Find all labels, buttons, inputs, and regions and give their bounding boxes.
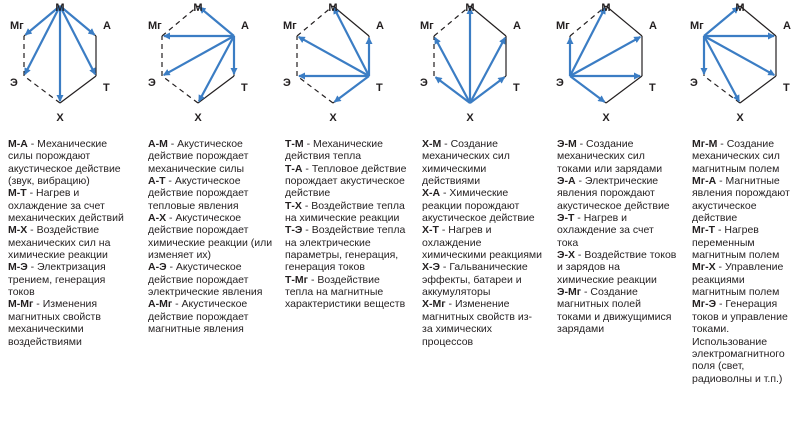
vertex-label-x: Х xyxy=(329,112,337,124)
vertex-label-mg: Мг xyxy=(10,20,24,32)
effect-entry xyxy=(148,212,274,261)
hex-edge-x-e xyxy=(162,76,198,103)
effect-description: - Электрические явления порождают акустическое действие xyxy=(557,175,670,212)
effect-description: - Акустическое действие порождает механические силы xyxy=(148,138,249,175)
vertex-label-t: Т xyxy=(376,82,383,94)
effect-entry xyxy=(285,224,407,273)
effect-code: Т-Э xyxy=(285,224,303,237)
effect-description: - Генерация токов и управление токами. xyxy=(692,298,788,336)
hex-edge-x-e xyxy=(24,76,60,103)
effect-entry xyxy=(148,298,274,335)
vertex-label-x: Х xyxy=(602,112,610,124)
effect-entry xyxy=(557,286,677,335)
effect-description: - Создание магнитных полей токами и движущимися зарядами xyxy=(557,286,672,336)
effect-description: - Создание механических сил химическими действиями xyxy=(422,138,510,188)
effect-code: Т-А xyxy=(285,162,303,175)
effect-entry xyxy=(422,298,542,347)
effect-description: - Акустическое действие порождает тепловые явления xyxy=(148,175,249,212)
effect-code: М-Х xyxy=(8,224,28,237)
effect-description: - Механические действия тепла xyxy=(285,138,383,163)
vertex-label-t: Т xyxy=(241,82,248,94)
arrow-t-to-x xyxy=(335,76,369,102)
effect-description: - Изменение магнитных свойств из-за химических процессов xyxy=(422,298,533,348)
effect-description: Использование электромагнитного поля (свет, радиоволны и т.п.) xyxy=(692,335,785,385)
effect-description: - Акустическое действие порождает химические реакции (или изменяет их) xyxy=(148,212,273,262)
vertex-label-m: М xyxy=(601,2,611,14)
effect-code: А-Х xyxy=(148,212,167,225)
effect-entry xyxy=(692,336,800,385)
effect-code: Мг-Т xyxy=(692,224,716,237)
effect-description: - Химические реакции порождают акустическое действие xyxy=(422,187,535,225)
effect-entry xyxy=(692,138,800,175)
effect-code: М-Мг xyxy=(8,298,34,311)
effect-code: М-Т xyxy=(8,187,27,200)
effect-description: - Акустическое действие порождает электрические явления xyxy=(148,261,263,299)
arrow-x-to-mg xyxy=(435,38,470,103)
effect-description: - Воздействие тепла на электрические параметры, генерация, генерация токов xyxy=(285,224,406,274)
effect-entry xyxy=(557,175,677,212)
vertex-label-mg: Мг xyxy=(556,20,570,32)
column-chemical xyxy=(422,138,542,348)
vertex-label-mg: Мг xyxy=(148,20,162,32)
effect-description: - Нагрев переменным магнитным полем xyxy=(692,224,780,262)
vertex-label-x: Х xyxy=(466,112,474,124)
vertex-label-a: А xyxy=(649,20,657,32)
effect-description: - Воздействие токов и зарядов на химические реакции xyxy=(557,249,677,286)
hex-edge-t-x xyxy=(198,76,234,103)
column-electric xyxy=(557,138,677,336)
effect-code: Т-Х xyxy=(285,199,302,212)
hex-edge-x-e xyxy=(297,76,333,103)
vertex-label-e: Э xyxy=(420,77,428,89)
vertex-label-mg: Мг xyxy=(283,20,297,32)
effect-entry xyxy=(692,224,800,261)
effect-entry xyxy=(148,175,274,212)
hex-edge-m-a xyxy=(740,6,776,36)
effect-entry xyxy=(148,261,274,298)
vertex-label-m: М xyxy=(735,2,745,14)
effect-description: - Воздействие тепла на магнитные характеристики веществ xyxy=(285,273,406,311)
effect-description: - Нагрев и охлаждение за счет механических действий xyxy=(8,187,124,225)
effect-description: - Нагрев и охлаждение за счет тока xyxy=(557,212,654,249)
vertex-label-t: Т xyxy=(103,82,110,94)
vertex-label-a: А xyxy=(513,20,521,32)
effect-entry xyxy=(557,249,677,286)
vertex-label-e: Э xyxy=(148,77,156,89)
diagram-m xyxy=(0,0,120,125)
effect-code: А-М xyxy=(148,138,168,150)
effect-code: Э-Мг xyxy=(557,286,582,299)
effect-description: - Магнитные явления порождают акустическое действие xyxy=(692,175,790,225)
vertex-label-t: Т xyxy=(513,82,520,94)
arrow-m-to-t xyxy=(60,6,95,74)
effect-description: - Воздействие механических сил на химические реакции xyxy=(8,224,111,262)
arrow-x-to-a xyxy=(470,38,505,103)
effect-entry xyxy=(692,298,800,335)
effect-description: - Акустическое действие порождает магнитные явления xyxy=(148,298,249,336)
effect-description: - Нагрев и охлаждение химическими реакциями xyxy=(422,224,542,262)
effect-entry xyxy=(8,224,130,261)
vertex-label-e: Э xyxy=(10,77,18,89)
effect-description: - Электризация трением, генерация токов xyxy=(8,261,106,299)
arrow-x-to-e xyxy=(436,77,470,103)
effect-description: - Тепловое действие порождает акустическое действие xyxy=(285,162,407,200)
effect-entry xyxy=(692,261,800,298)
vertex-label-a: А xyxy=(241,20,249,32)
vertex-label-a: А xyxy=(783,20,791,32)
arrow-m-to-e xyxy=(25,6,60,74)
effect-code: Мг-М xyxy=(692,138,718,150)
vertex-label-x: Х xyxy=(56,112,64,124)
arrow-a-to-m xyxy=(200,7,234,36)
hex-edge-x-e xyxy=(704,76,740,103)
effect-entry xyxy=(285,138,407,163)
vertex-label-m: М xyxy=(193,2,203,14)
effect-code: Мг-Э xyxy=(692,298,717,311)
effect-code: Мг-Х xyxy=(692,261,716,274)
vertex-label-m: М xyxy=(465,2,475,14)
effect-code: Э-Х xyxy=(557,249,575,262)
vertex-label-t: Т xyxy=(649,82,656,94)
effect-code: Т-М xyxy=(285,138,304,150)
diagram-e xyxy=(546,0,666,125)
effect-entry xyxy=(557,212,677,249)
vertex-label-m: М xyxy=(55,2,65,14)
effect-entry xyxy=(285,274,407,311)
vertex-label-e: Э xyxy=(283,77,291,89)
effect-code: А-Э xyxy=(148,261,167,274)
effect-description: - Воздействие тепла на химические реакции xyxy=(285,199,405,225)
effect-code: А-Мг xyxy=(148,298,173,311)
hex-edge-m-a xyxy=(606,6,642,36)
arrow-m-to-a xyxy=(60,6,94,35)
diagram-x xyxy=(410,0,530,125)
effect-entry xyxy=(422,187,542,224)
effect-entry xyxy=(8,298,130,347)
column-mechanical xyxy=(8,138,130,348)
effect-entry xyxy=(285,163,407,200)
hex-edge-m-a xyxy=(333,6,369,36)
effect-code: Мг-А xyxy=(692,175,717,188)
effect-code: Х-Т xyxy=(422,224,439,237)
vertex-label-e: Э xyxy=(690,77,698,89)
effect-entry xyxy=(422,138,542,187)
effect-description: - Механические силы порождают акустическое действие (звук, вибрацию) xyxy=(8,138,121,188)
effect-description: - Создание механических сил токами или зарядами xyxy=(557,138,663,175)
column-acoustic xyxy=(148,138,274,336)
effect-code: А-Т xyxy=(148,175,166,188)
effect-code: М-Э xyxy=(8,261,28,274)
vertex-label-mg: Мг xyxy=(420,20,434,32)
effect-code: Х-Э xyxy=(422,261,440,274)
effect-entry xyxy=(692,175,800,224)
diagram-t xyxy=(273,0,393,125)
effect-code: Т-Мг xyxy=(285,273,309,286)
effect-code: Э-М xyxy=(557,138,577,150)
hex-edge-m-a xyxy=(470,6,506,36)
diagram-mg xyxy=(680,0,800,125)
vertex-label-a: А xyxy=(376,20,384,32)
vertex-label-m: М xyxy=(328,2,338,14)
arrow-e-to-x xyxy=(570,76,604,102)
effect-code: Э-Т xyxy=(557,212,575,225)
hex-edge-t-x xyxy=(606,76,642,103)
arrow-mg-to-m xyxy=(704,7,738,36)
vertex-label-x: Х xyxy=(736,112,744,124)
hex-edge-t-x xyxy=(60,76,96,103)
effect-code: М-А xyxy=(8,138,28,150)
effect-entry xyxy=(8,138,130,187)
hex-edge-t-x xyxy=(740,76,776,103)
effect-entry xyxy=(285,200,407,225)
effect-description: - Изменения магнитных свойств механическими воздействиями xyxy=(8,298,101,348)
effect-description: - Создание механических сил магнитным полем xyxy=(692,138,780,175)
vertex-label-mg: Мг xyxy=(690,20,704,32)
column-magnetic xyxy=(692,138,800,385)
vertex-label-e: Э xyxy=(556,77,564,89)
effect-entry xyxy=(557,138,677,175)
effect-description: - Гальванические эффекты, батареи и аккумуляторы xyxy=(422,261,528,299)
effect-code: Э-А xyxy=(557,175,576,188)
effect-entry xyxy=(422,261,542,298)
vertex-label-x: Х xyxy=(194,112,202,124)
arrow-x-to-t xyxy=(470,77,504,103)
effect-description: - Управление реакциями магнитным полем xyxy=(692,261,784,299)
effect-entry xyxy=(422,224,542,261)
column-thermal xyxy=(285,138,407,311)
effect-entry xyxy=(148,138,274,175)
effect-entry xyxy=(8,261,130,298)
diagram-a xyxy=(138,0,258,125)
effect-entry xyxy=(8,187,130,224)
effect-code: Х-Мг xyxy=(422,298,446,311)
vertex-label-a: А xyxy=(103,20,111,32)
effect-code: Х-М xyxy=(422,138,442,150)
vertex-label-t: Т xyxy=(783,82,790,94)
effect-code: Х-А xyxy=(422,187,441,200)
